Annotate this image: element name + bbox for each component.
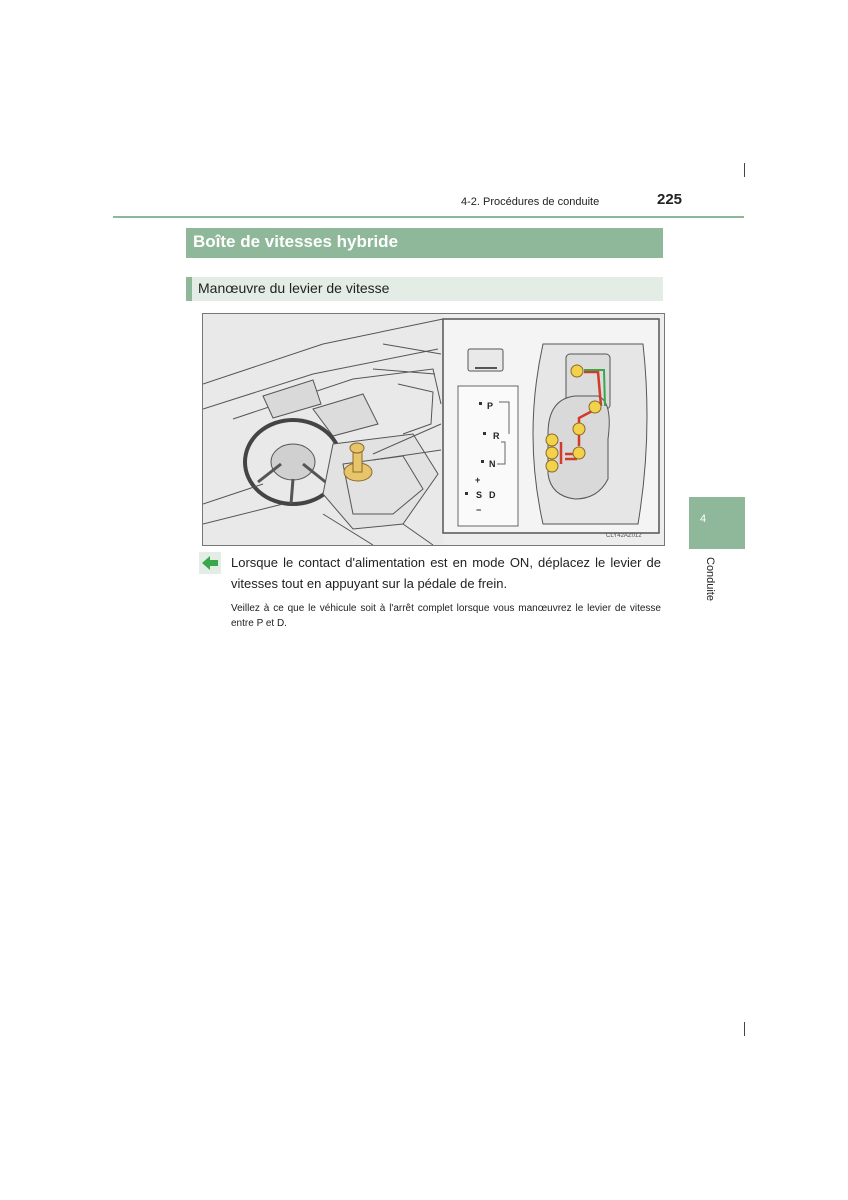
- subsection-title: Manœuvre du levier de vitesse: [198, 280, 390, 296]
- section-title: Boîte de vitesses hybride: [193, 232, 399, 251]
- gate-label-d: D: [489, 490, 496, 500]
- chapter-number: 4: [700, 513, 707, 525]
- arrow-left-icon: [199, 552, 221, 574]
- chapter-tab: [689, 497, 745, 549]
- running-header-section: 4-2. Procédures de conduite: [461, 196, 600, 208]
- car-interior-drawing: [203, 314, 443, 545]
- gate-label-n: N: [489, 459, 496, 469]
- image-code: CLY42AZ012: [606, 533, 642, 539]
- gate-label-r: R: [493, 431, 500, 441]
- gate-label-minus: −: [476, 505, 482, 515]
- gate-label-plus: +: [475, 475, 481, 485]
- gate-label-s: S: [476, 490, 483, 500]
- shift-gate-inset: [443, 319, 659, 533]
- note-text: Veillez à ce que le véhicule soit à l'arrêt complet lorsque vous manœuvrez le levier de vitesse entre P et D.: [231, 603, 661, 629]
- subsection-accent: [186, 277, 192, 301]
- crop-mark-top: [744, 163, 745, 177]
- illustration-svg: [203, 314, 664, 545]
- action-marker: [199, 552, 221, 574]
- gate-label-p: P: [487, 401, 494, 411]
- page-number: 225: [657, 191, 683, 208]
- section-title-bar: [186, 228, 663, 258]
- instruction-text: Lorsque le contact d'alimentation est en mode ON, déplacez le levier de vitesses tout en appuyant sur la pédale de frein.: [231, 555, 661, 591]
- header-rule: [113, 216, 744, 218]
- crop-mark-bottom: [744, 1022, 745, 1036]
- subsection-title-bar: [186, 277, 663, 301]
- chapter-label: Conduite: [704, 557, 716, 602]
- shift-lever-illustration: [202, 313, 665, 546]
